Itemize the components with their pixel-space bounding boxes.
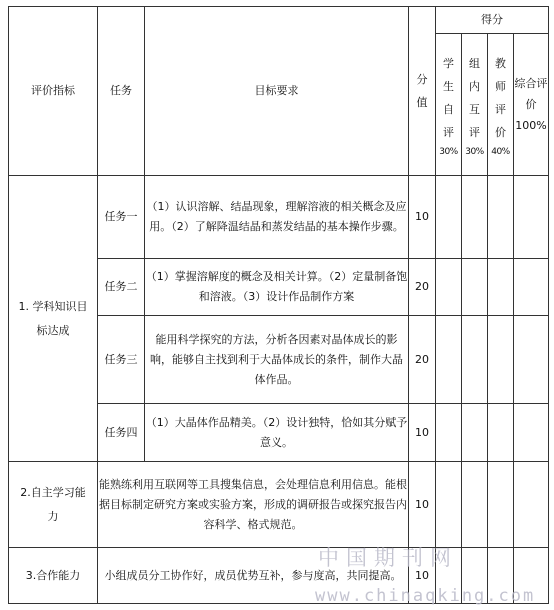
task-requirement: （1）大晶体作品精美。（2）设计独特，恰如其分赋予意义。 [145,404,409,462]
task-name: 任务二 [98,259,145,316]
header-peer-eval [462,34,488,176]
indicator-cell: 3.合作能力 [9,548,98,604]
section-requirement: 能熟练利用互联网等工具搜集信息，会处理信息利用信息。能根据目标制定研究方案或实验方案，形成的调研报告或探究报告内容科学、格式规范。 [98,462,409,548]
watermark-title: 中国期刊网 [318,546,458,570]
header-points-text: 分值 [416,73,428,109]
task-points: 10 [409,404,436,462]
indicator-text: 2.自主学习能力 [20,485,86,523]
peer-eval-label: 组内互评 [469,56,480,139]
table-row [9,548,549,604]
task-name: 任务四 [98,404,145,462]
table-row [9,176,549,259]
header-target: 目标要求 [145,7,409,176]
watermark-url: www.chinaqking.com [315,586,536,606]
task-requirement: 能用科学探究的方法，分析各因素对晶体成长的影响，能够自主找到利于大晶体成长的条件，制作大晶体作品。 [145,316,409,404]
score-cell [488,404,514,462]
score-cell [462,548,488,604]
score-cell [436,548,462,604]
header-overall-eval [514,34,549,176]
score-cell [462,259,488,316]
score-cell [488,462,514,548]
overall-eval-label: 综合评价 [514,77,548,111]
header-teacher-eval [488,34,514,176]
score-cell [514,176,549,259]
score-cell [488,548,514,604]
score-cell [514,316,549,404]
score-cell [514,462,549,548]
indicator-text: 1. 学科知识目标达成 [18,299,88,337]
score-cell [514,259,549,316]
task-name: 任务三 [98,316,145,404]
teacher-eval-pct: 40% [491,146,510,157]
score-cell [462,316,488,404]
overall-eval-pct: 100% [515,119,547,132]
score-cell [436,176,462,259]
score-cell [436,259,462,316]
task-points: 20 [409,259,436,316]
header-self-eval [436,34,462,176]
section-points: 10 [409,462,436,548]
score-cell [436,462,462,548]
header-score-group: 得分 [436,7,549,34]
score-cell [436,404,462,462]
evaluation-table [8,6,549,604]
task-requirement: （1）认识溶解、结晶现象，理解溶液的相关概念及应用。（2）了解降温结晶和蒸发结晶的基本操作步骤。 [145,176,409,259]
section-points: 10 [409,548,436,604]
task-name: 任务一 [98,176,145,259]
header-indicator: 评价指标 [9,7,98,176]
self-eval-pct: 30% [439,146,458,157]
score-cell [488,176,514,259]
score-cell [488,259,514,316]
peer-eval-pct: 30% [465,146,484,157]
score-cell [488,316,514,404]
score-cell [462,462,488,548]
task-points: 10 [409,176,436,259]
section-requirement: 小组成员分工协作好，成员优势互补，参与度高，共同提高。 [98,548,409,604]
header-points [409,7,436,176]
self-eval-label: 学生自评 [443,56,454,139]
score-cell [514,548,549,604]
score-cell [436,316,462,404]
score-cell [514,404,549,462]
teacher-eval-label: 教师评价 [495,56,506,139]
table-row [9,462,549,548]
indicator-cell [9,176,98,462]
task-requirement: （1）掌握溶解度的概念及相关计算。（2）定量制备饱和溶液。（3）设计作品制作方案 [145,259,409,316]
task-points: 20 [409,316,436,404]
header-task: 任务 [98,7,145,176]
score-cell [462,404,488,462]
indicator-cell [9,462,98,548]
score-cell [462,176,488,259]
